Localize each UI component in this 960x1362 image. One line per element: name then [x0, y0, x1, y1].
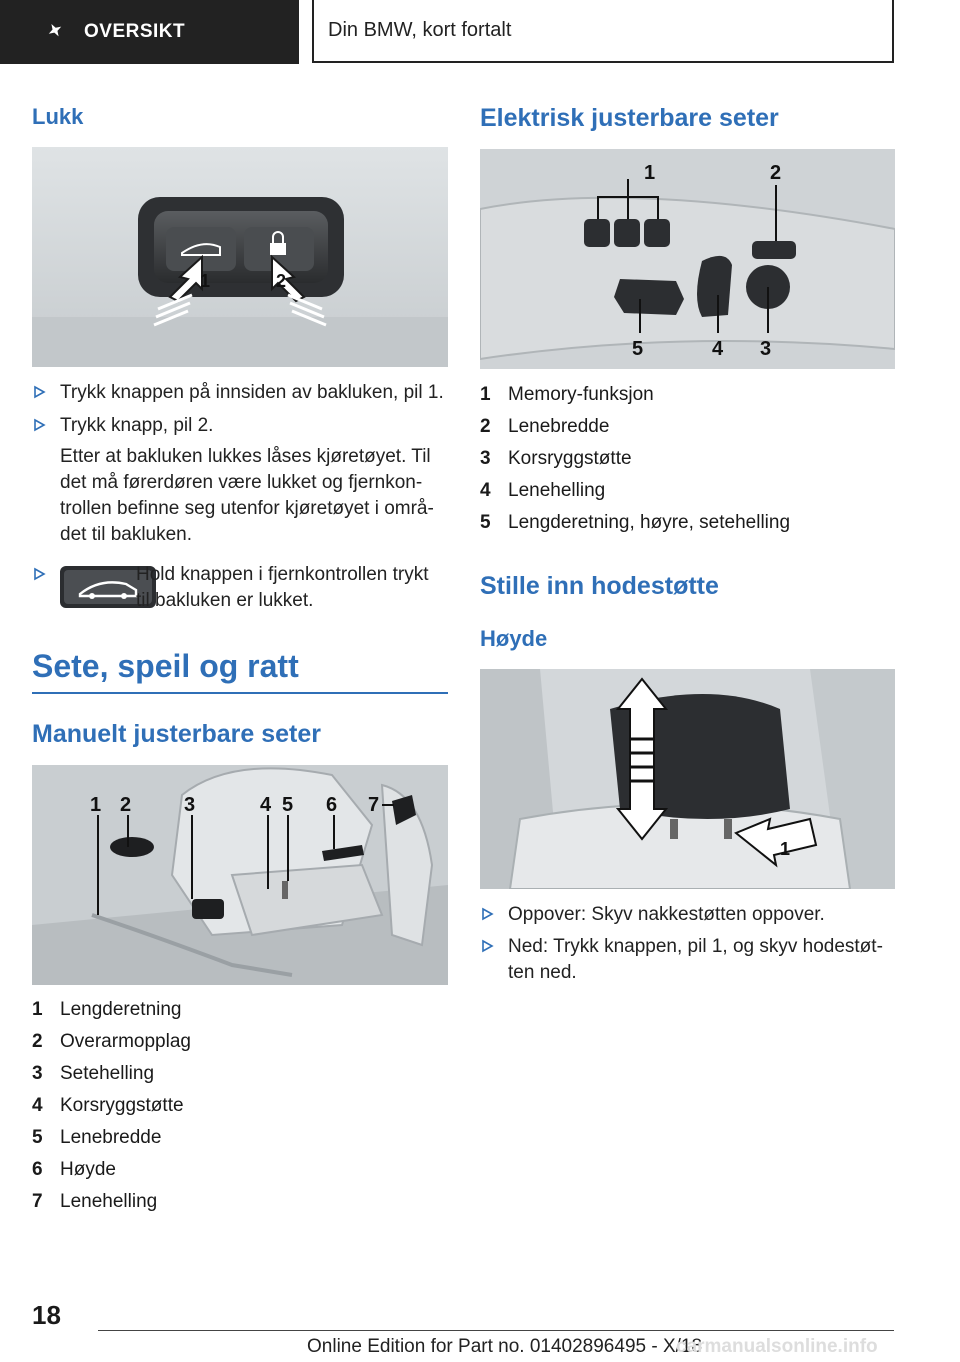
list-item-text: Trykk knapp, pil 2.: [60, 415, 214, 436]
figure-label-7: 7: [368, 794, 380, 816]
triangle-bullet-icon: [32, 385, 46, 399]
list-item: [32, 562, 448, 618]
watermark: carmanualsonline.info: [676, 1336, 878, 1357]
list-item-text: Hold knappen i fjernkontrollen trykt: [136, 564, 429, 585]
list-item: 4 Korsryggstøtte: [32, 1095, 184, 1116]
list-item-text: Oppover: Skyv nakkestøtten oppover.: [508, 904, 825, 925]
electric-seats-list: [480, 382, 895, 542]
electric-seat-figure: [480, 149, 895, 369]
triangle-bullet-icon: [32, 418, 46, 432]
footer-divider: [98, 1330, 894, 1331]
chapter-title: Din BMW, kort fortalt: [328, 19, 512, 41]
lukk-paragraph: [60, 444, 450, 548]
figure-label-3: 3: [184, 794, 196, 816]
lukk-heading: Lukk: [32, 104, 84, 129]
manual-seats-heading: Manuelt justerbare seter: [32, 720, 321, 748]
triangle-bullet-icon: [480, 907, 494, 921]
section-title: Sete, speil og ratt: [32, 648, 299, 684]
sparkle-icon: [46, 23, 64, 41]
figure-label-1: 1: [780, 839, 791, 859]
figure-label-5: 5: [282, 794, 294, 816]
headrest-heading: Stille inn hodestøtte: [480, 572, 719, 600]
page-number: 18: [32, 1300, 61, 1330]
figure-label-2: 2: [276, 271, 287, 291]
list-item: 2 Overarmopplag: [32, 1031, 191, 1052]
list-item-text: Trykk knappen på innsiden av bakluken, pil 1.: [60, 382, 444, 403]
footer-edition: Online Edition for Part no. 01402896495 - X/18: [307, 1336, 703, 1357]
list-item: 2 Lenebredde: [480, 416, 610, 437]
paragraph-line: trollen befinne seg utenfor kjøretøyet i områ-: [60, 498, 434, 519]
manual-seats-list: [32, 997, 448, 1221]
list-item: 7 Lenehelling: [32, 1191, 158, 1212]
section-tab-label: OVERSIKT: [84, 21, 186, 42]
triangle-bullet-icon: [32, 567, 46, 581]
list-item: 1 Lengderetning: [32, 999, 182, 1020]
list-item-text: til bakluken er lukket.: [136, 590, 314, 611]
paragraph-line: det må førerdøren være lukket og fjernkon-: [60, 472, 423, 493]
figure-label-1: 1: [200, 271, 211, 291]
list-item: 4 Lenehelling: [480, 480, 606, 501]
triangle-bullet-icon: [480, 939, 494, 953]
figure-label-2: 2: [770, 162, 782, 184]
figure-label-4: 4: [712, 338, 724, 360]
figure-label-6: 6: [326, 794, 338, 816]
figure-label-3: 3: [760, 338, 772, 360]
list-item: 6 Høyde: [32, 1159, 116, 1180]
tailgate-buttons-figure: [32, 147, 448, 367]
list-item-text: ten ned.: [508, 962, 577, 983]
list-item: 3 Setehelling: [32, 1063, 155, 1084]
figure-label-1: 1: [644, 162, 656, 184]
list-item-text: Ned: Trykk knappen, pil 1, og skyv hodestøt-: [508, 936, 883, 957]
list-item: 5 Lengderetning, høyre, setehelling: [480, 512, 791, 533]
headrest-subheading: Høyde: [480, 626, 548, 651]
figure-label-4: 4: [260, 794, 272, 816]
list-item: 1 Memory-funksjon: [480, 384, 654, 405]
list-item: 5 Lenebredde: [32, 1127, 162, 1148]
figure-label-5: 5: [632, 338, 644, 360]
paragraph-line: det til bakluken.: [60, 524, 193, 545]
figure-label-2: 2: [120, 794, 132, 816]
headrest-figure: [480, 669, 895, 889]
electric-seats-heading: Elektrisk justerbare seter: [480, 104, 779, 132]
manual-seat-figure: [32, 765, 448, 985]
list-item: 3 Korsryggstøtte: [480, 448, 632, 469]
figure-label-1: 1: [90, 794, 102, 816]
chapter-header: [312, 0, 894, 63]
paragraph-line: Etter at bakluken lukkes låses kjøretøyet. Til: [60, 446, 431, 467]
section-divider: [32, 692, 448, 694]
section-tab[interactable]: [0, 0, 299, 64]
